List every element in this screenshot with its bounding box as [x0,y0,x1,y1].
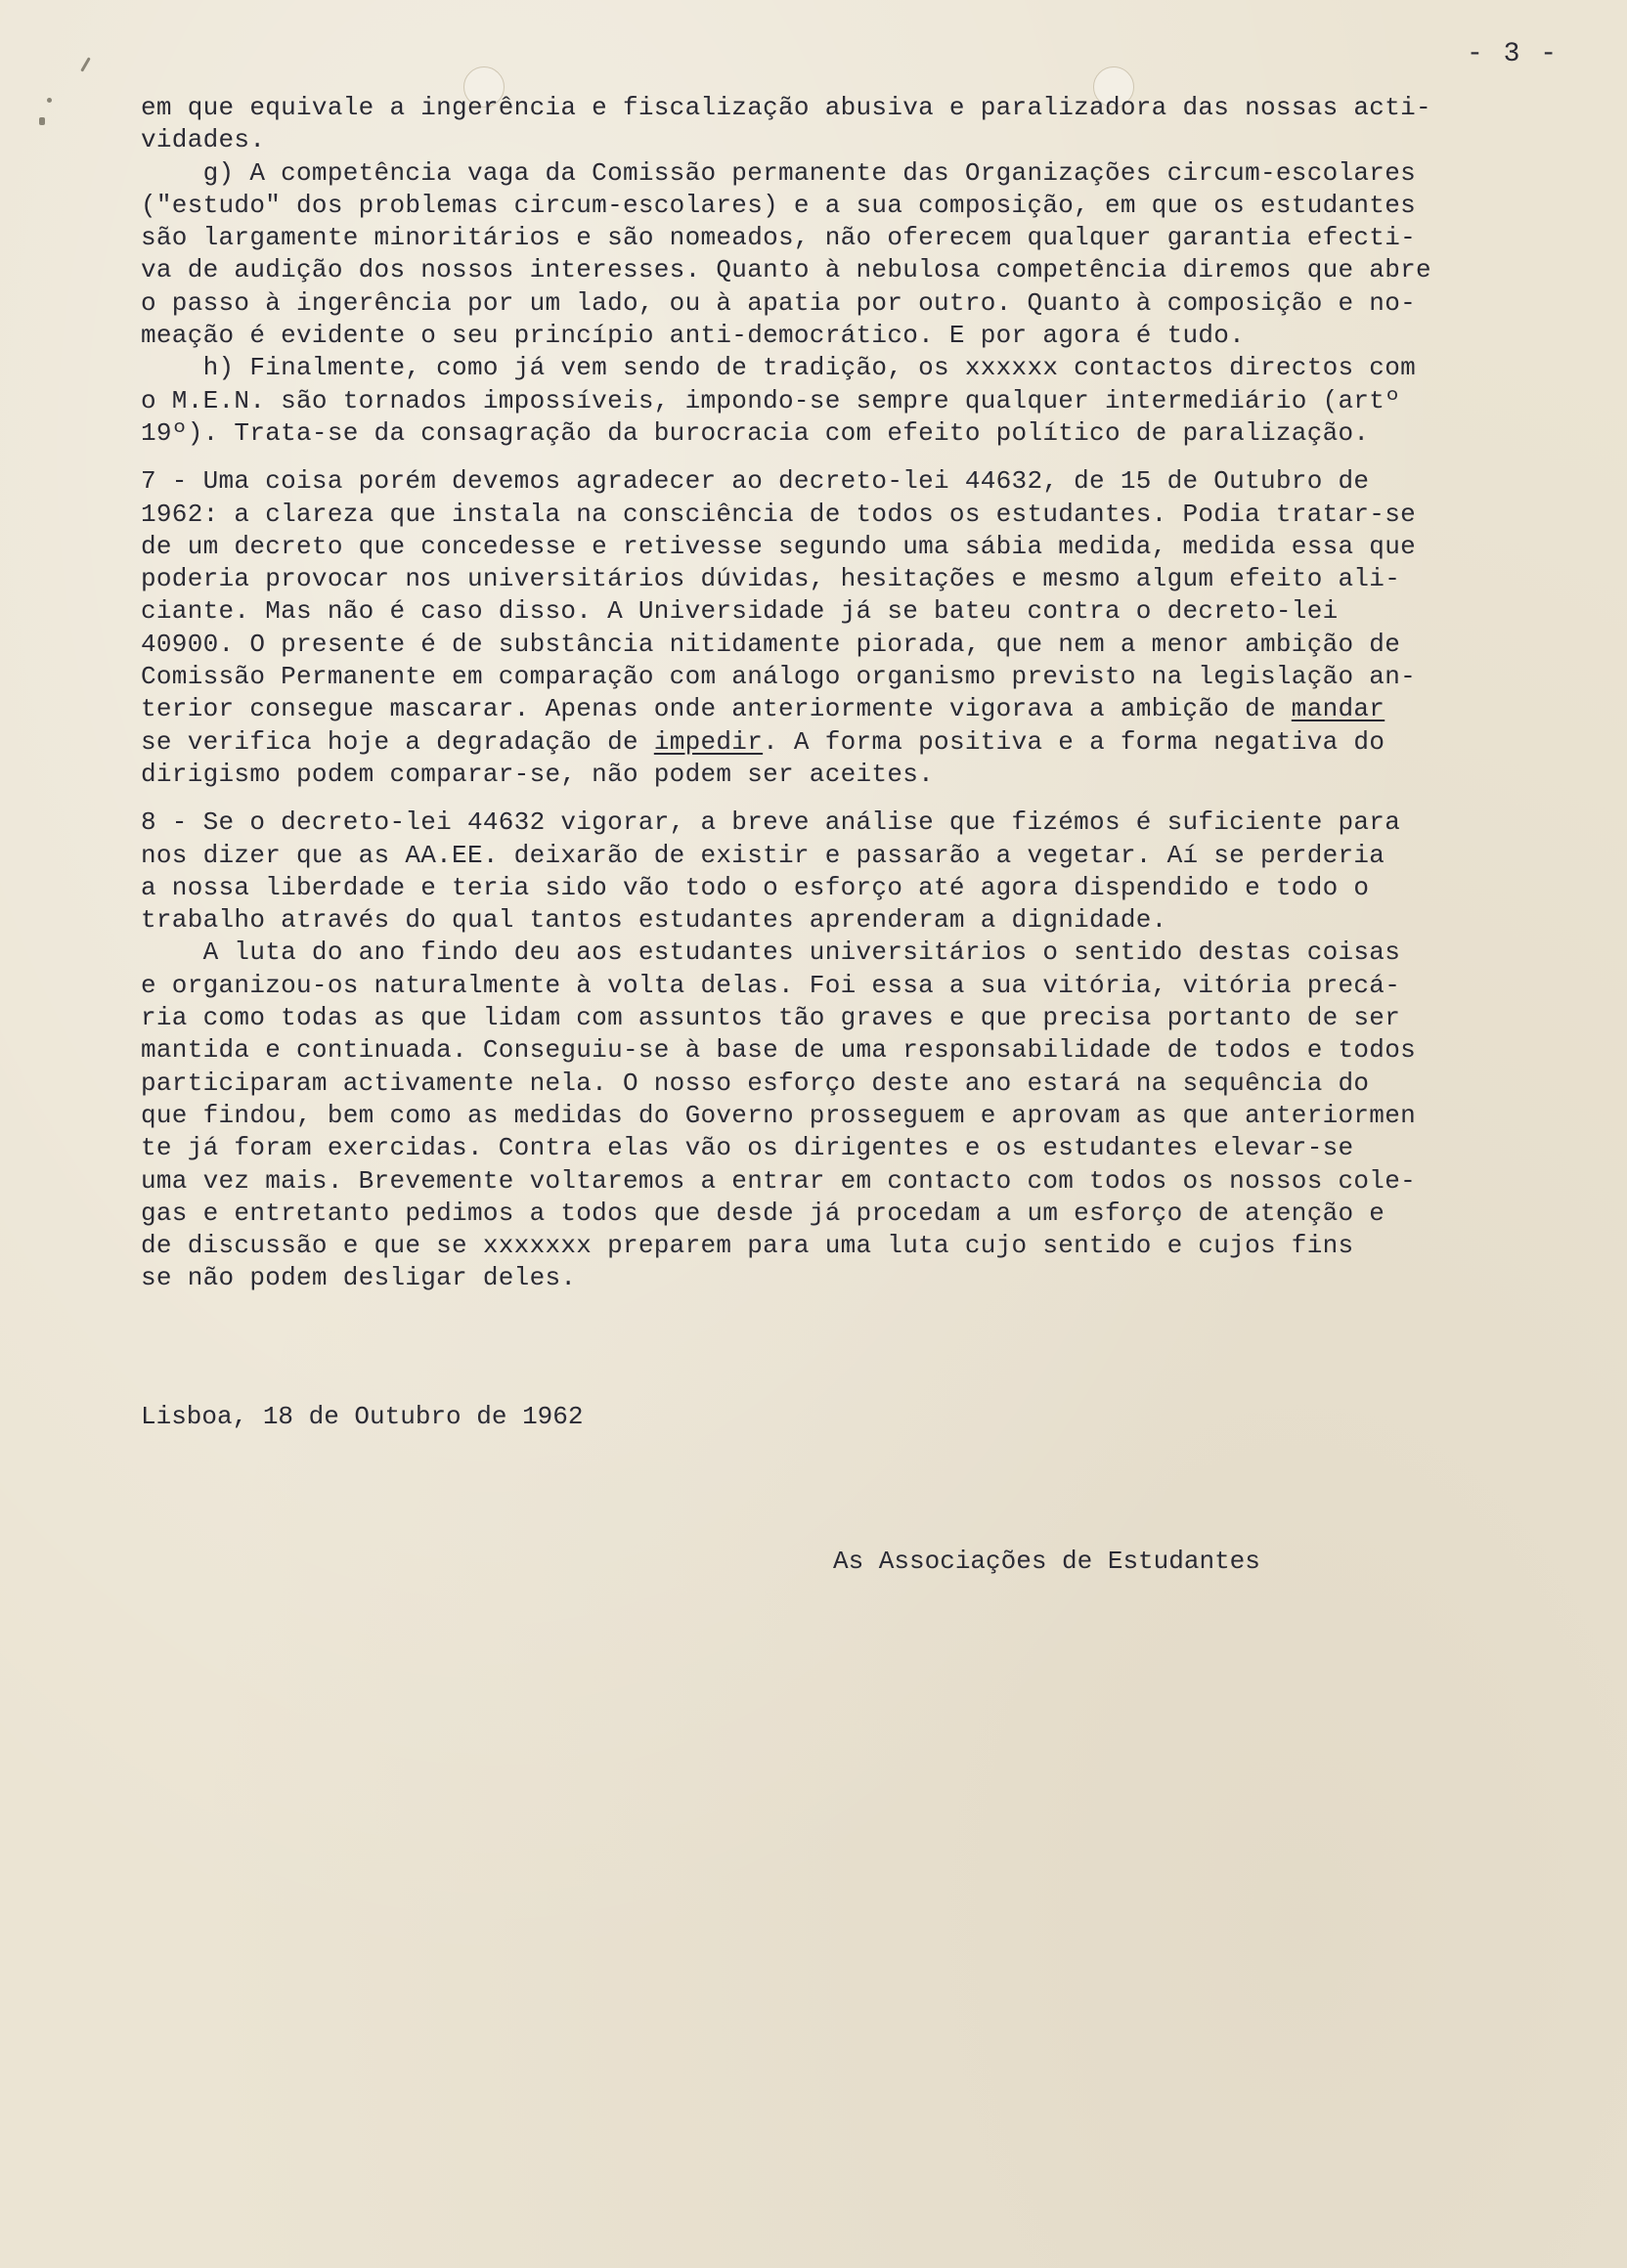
text-line: vidades. [141,125,266,155]
text-line: a nossa liberdade e teria sido vão todo o esforço até agora dispendido e todo o [141,872,1370,902]
text-line: 40900. O presente é de substância nitidamente piorada, que nem a menor ambição de [141,629,1401,659]
ink-mark [39,117,45,125]
text-line: Comissão Permanente em comparação com análogo organismo previsto na legislação an- [141,662,1417,692]
text-line: gas e entretanto pedimos a todos que desde já procedam a um esforço de atenção e [141,1198,1385,1228]
text-line: te já foram exercidas. Contra elas vão os dirigentes e os estudantes elevar-se [141,1133,1354,1163]
text-line: se verifica hoje a degradação de impedir. A forma positiva e a forma negativa do [141,726,1385,757]
body-text [141,92,1588,1295]
ink-mark [47,98,52,103]
text-line: meação é evidente o seu princípio anti-democrático. E por agora é tudo. [141,321,1246,351]
text-line: ciante. Mas não é caso disso. A Universidade já se bateu contra o decreto-lei [141,596,1339,627]
paragraph-gap [141,450,1588,465]
ink-mark [80,57,91,71]
text-line: que findou, bem como as medidas do Governo prosseguem e aprovam as que anteriormen [141,1100,1417,1130]
text-line: mantida e continuada. Conseguiu-se à base de uma responsabilidade de todos e todos [141,1035,1417,1066]
text-line: e organizou-os naturalmente à volta delas. Foi essa a sua vitória, vitória precá- [141,970,1401,1000]
text-line: de um decreto que concedesse e retivesse segundo uma sábia medida, medida essa que [141,531,1417,561]
text-line: ("estudo" dos problemas circum-escolares) e a sua composição, em que os estudantes [141,190,1417,220]
text-line: 7 - Uma coisa porém devemos agradecer ao decreto-lei 44632, de 15 de Outubro de [141,466,1370,497]
signature: As Associações de Estudantes [833,1547,1260,1576]
text-line: terior consegue mascarar. Apenas onde anteriormente vigorava a ambição de mandar [141,694,1385,724]
place-date: Lisboa, 18 de Outubro de 1962 [141,1402,584,1431]
text-line: 8 - Se o decreto-lei 44632 vigorar, a breve análise que fizémos é suficiente para [141,807,1401,838]
text-line: o passo à ingerência por um lado, ou à apatia por outro. Quanto à composição e no- [141,287,1417,318]
text-line: em que equivale a ingerência e fiscalização abusiva e paralizadora das nossas acti- [141,93,1431,122]
text-line: de discussão e que se xxxxxxx preparem para uma luta cujo sentido e cujos fins [141,1231,1354,1261]
text-line: se não podem desligar deles. [141,1263,577,1293]
text-line: poderia provocar nos universitários dúvidas, hesitações e mesmo algum efeito ali- [141,564,1401,594]
paragraph-gap [141,791,1588,807]
text-line: são largamente minoritários e são nomeados, não oferecem qualquer garantia efecti- [141,223,1417,253]
text-line: 1962: a clareza que instala na consciência de todos os estudantes. Podia tratar-se [141,499,1417,529]
text-line: h) Finalmente, como já vem sendo de tradição, os xxxxxx contactos directos com [141,353,1417,383]
text-line: nos dizer que as AA.EE. deixarão de existir e passarão a vegetar. Aí se perderia [141,840,1385,870]
text-line: participaram activamente nela. O nosso esforço deste ano estará na sequência do [141,1068,1370,1098]
text-line: uma vez mais. Brevemente voltaremos a entrar em contacto com todos os nossos cole- [141,1165,1417,1196]
text-line: 19º). Trata-se da consagração da burocracia com efeito político de paralização. [141,417,1370,448]
text-line: dirigismo podem comparar-se, não podem ser aceites. [141,759,935,789]
text-line: g) A competência vaga da Comissão permanente das Organizações circum-escolares [141,157,1417,188]
underlined-word: impedir [653,726,764,757]
text-line: va de audição dos nossos interesses. Quanto à nebulosa competência diremos que abre [141,255,1431,285]
text-line: trabalho através do qual tantos estudantes aprenderam a dignidade. [141,905,1167,936]
underlined-word: mandar [1291,694,1385,724]
page-number: - 3 - [1467,39,1560,69]
text-line: A luta do ano findo deu aos estudantes universitários o sentido destas coisas [141,938,1401,968]
text-line: o M.E.N. são tornados impossíveis, impondo-se sempre qualquer intermediário (artº [141,385,1401,415]
text-line: ria como todas as que lidam com assuntos tão graves e que precisa portanto de ser [141,1003,1401,1033]
